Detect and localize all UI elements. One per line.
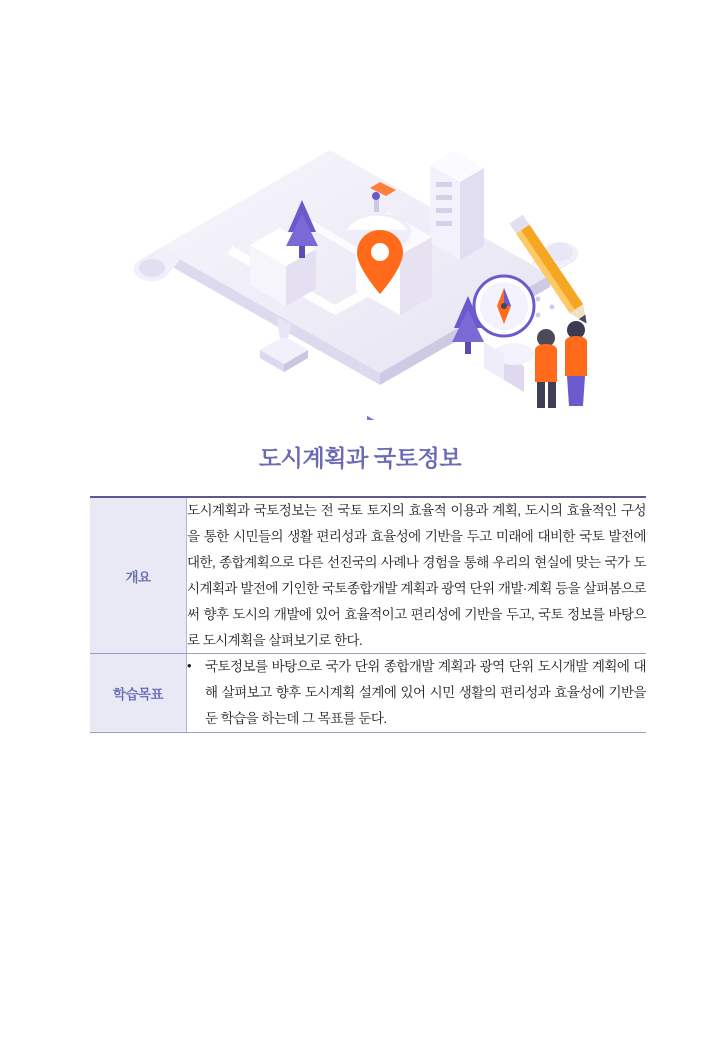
person-orange: [535, 329, 557, 408]
page-title: 도시계획과 국토정보: [258, 445, 462, 471]
row-label-overview: 개요: [90, 497, 187, 654]
overview-paragraph: 도시계획과 국토정보는 전 국토 토지의 효율적 이용과 계획, 도시의 효율적인 구성을 통한 시민들의 생활 편리성과 효율성에 기반을 두고 미래에 대비한 국토 발전에 대한, 종합계획으로 다른 선진국의 사례나 경험을 통해 우리의 현실에 맞는 국가 도시계획과 발전에 기인한 국토종합개발 계획과 광역 단위 개발·계획 등을 살펴봄으로써 향후 도시의 개발에 있어 효율적이고 편리성에 기반을 두고, 국토 정보를 바탕으로 도시계획을 살펴보기로 한다.: [187, 503, 646, 648]
bullet-icon: •: [187, 658, 192, 674]
info-table: [90, 496, 646, 733]
table-row: [90, 497, 646, 654]
row-content-overview: [187, 497, 647, 654]
list-item: [187, 654, 646, 732]
table-row: [90, 654, 646, 733]
row-content-objectives: [187, 654, 647, 733]
city-planning-icon: [80, 110, 640, 420]
person-purple: [565, 321, 587, 406]
row-label-objectives: 학습목표: [90, 654, 187, 733]
hero-illustration: [0, 110, 720, 430]
objective-text: 국토정보를 바탕으로 국가 단위 종합개발 계획과 광역 단위 도시개발 계획에 대해 살펴보고 향후 도시계획 설계에 있어 시민 생활의 편리성과 효율성에 기반을 둔 학습을 하는데 그 목표를 둔다.: [205, 659, 646, 727]
info-table-wrapper: [90, 496, 646, 733]
